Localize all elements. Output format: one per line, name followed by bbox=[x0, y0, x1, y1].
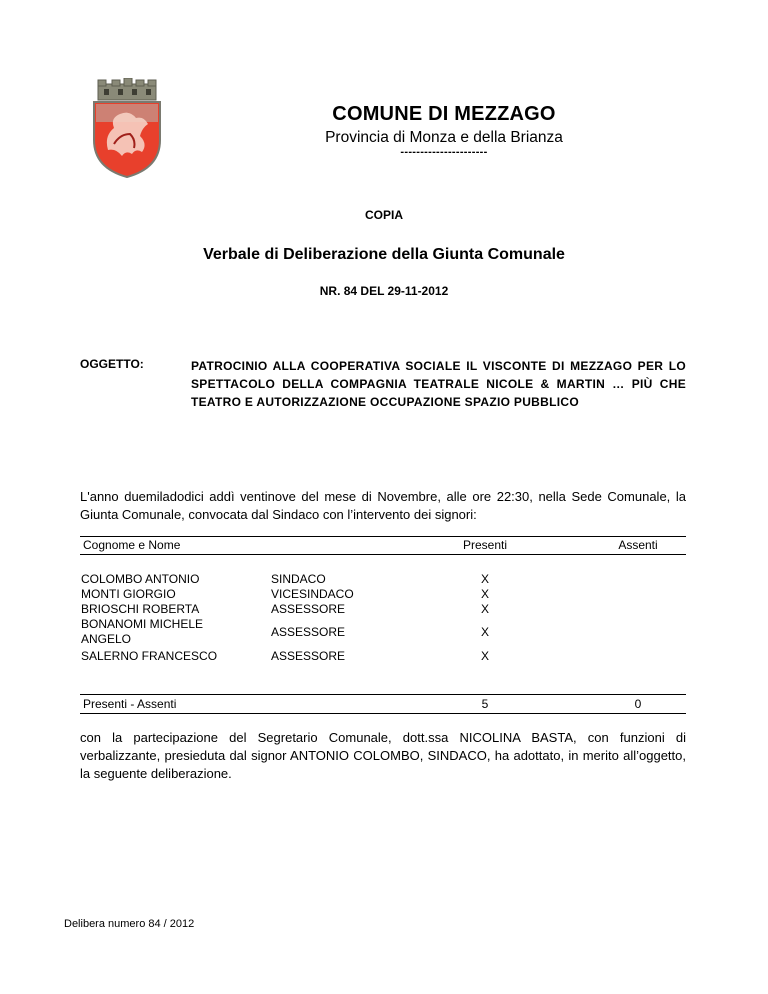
member-role: SINDACO bbox=[271, 572, 326, 586]
member-role: VICESINDACO bbox=[271, 587, 354, 601]
document-number: NR. 84 DEL 29-11-2012 bbox=[319, 284, 449, 298]
member-present-mark: X bbox=[480, 572, 489, 586]
copy-label: COPIA bbox=[364, 208, 403, 222]
province-name: Provincia di Monza e della Brianza bbox=[325, 129, 563, 146]
table-top-rule bbox=[80, 536, 686, 537]
member-name-line2: ANGELO bbox=[81, 632, 132, 646]
dash-separator: ---------------------- bbox=[400, 146, 488, 158]
table-header-rule bbox=[80, 554, 686, 555]
member-present-mark: X bbox=[480, 602, 489, 616]
table-bottom-rule bbox=[80, 713, 686, 714]
municipality-name: COMUNE DI MEZZAGO bbox=[332, 103, 556, 125]
member-name: SALERNO FRANCESCO bbox=[81, 649, 218, 663]
page-footer: Delibera numero 84 / 2012 bbox=[64, 918, 195, 930]
member-name: COLOMBO ANTONIO bbox=[81, 572, 200, 586]
totals-label: Presenti - Assenti bbox=[83, 697, 177, 711]
subject-text: PATROCINIO ALLA COOPERATIVA SOCIALE IL VISCONTE DI MEZZAGO PER LO SPETTACOLO DELLA COMPAGNIA TEATRALE NICOLE & MARTIN … PIÙ CHE TEATRO E AUTORIZZAZIONE OCCUPAZIONE SPAZIO PUBBLICO bbox=[191, 359, 686, 409]
totals-absent: 0 bbox=[634, 697, 642, 711]
document-title: Verbale di Deliberazione della Giunta Comunale bbox=[203, 246, 565, 263]
header-name: Cognome e Nome bbox=[83, 538, 181, 552]
member-present-mark: X bbox=[480, 625, 489, 639]
member-role: ASSESSORE bbox=[271, 649, 346, 663]
member-role: ASSESSORE bbox=[271, 625, 346, 639]
header-absent: Assenti bbox=[618, 538, 658, 552]
letterhead bbox=[0, 103, 768, 158]
header-present: Presenti bbox=[462, 538, 508, 552]
closing-paragraph: con la partecipazione del Segretario Comunale, dott.ssa NICOLINA BASTA, con funzioni di verbalizzante, presieduta dal signor ANTONIO COLOMBO, SINDACO, ha adottato, in merito all’oggetto, la seguente deliberazione. bbox=[80, 730, 686, 781]
intro-paragraph: L'anno duemiladodici addì ventinove del mese di Novembre, alle ore 22:30, nella Sede Comunale, la Giunta Comunale, convocata dal Sindaco con l’intervento dei signori: bbox=[80, 489, 686, 522]
member-name-line1: BONANOMI MICHELE bbox=[81, 617, 204, 631]
member-name: MONTI GIORGIO bbox=[81, 587, 176, 601]
subject-label: OGGETTO: bbox=[80, 357, 144, 371]
member-name: BRIOSCHI ROBERTA bbox=[81, 602, 200, 616]
member-present-mark: X bbox=[480, 649, 489, 663]
member-present-mark: X bbox=[480, 587, 489, 601]
totals-present: 5 bbox=[481, 697, 489, 711]
table-totals-rule bbox=[80, 694, 686, 695]
member-role: ASSESSORE bbox=[271, 602, 346, 616]
